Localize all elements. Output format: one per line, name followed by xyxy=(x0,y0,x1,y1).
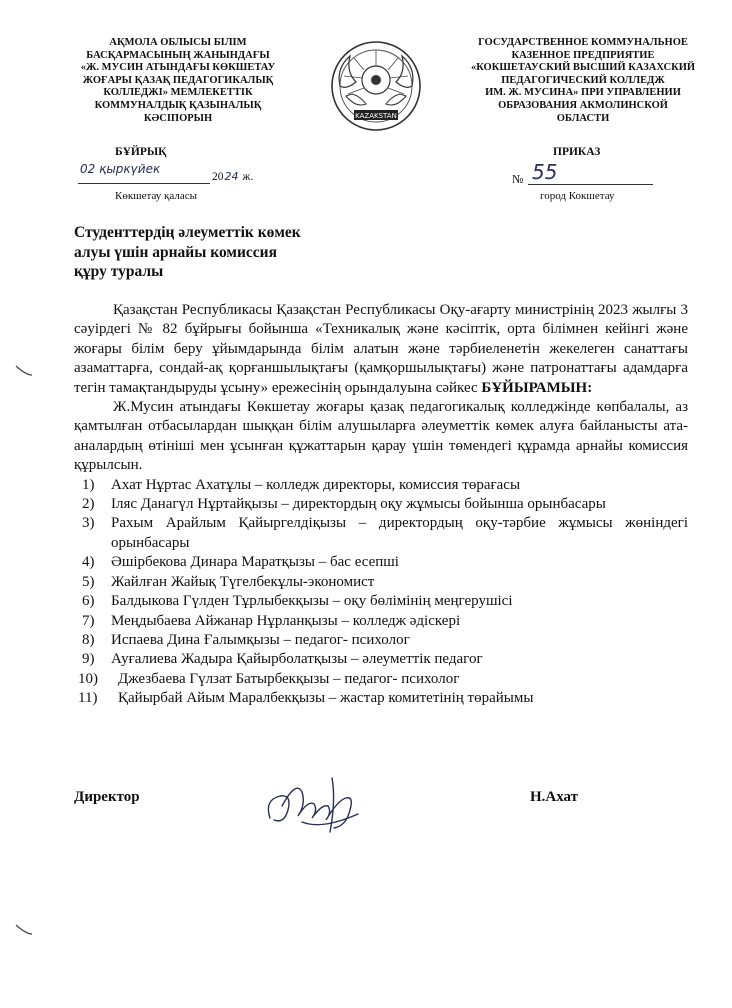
signatory-name: Н.Ахат xyxy=(530,789,579,805)
list-item-text: Балдыкова Гүлден Тұрлыбекқызы – оқу бөлімінің меңгерушісі xyxy=(111,593,513,610)
list-item xyxy=(74,514,688,553)
list-item-text: Ахат Нұртас Ахатұлы – колледж директоры, комиссия төрағасы xyxy=(111,476,521,493)
title-line: алуы үшін арнайы комиссия xyxy=(74,243,277,261)
order-number-handwritten: 55 xyxy=(532,160,558,184)
header-left-line: «Ж. МУСИН АТЫНДАҒЫ КӨКШЕТАУ xyxy=(80,62,276,74)
order-label-russian: ПРИКАЗ xyxy=(553,146,601,158)
header-left-line: БАСҚАРМАСЫНЫҢ ЖАНЫНДАҒЫ xyxy=(86,49,270,61)
header-right-line: ИМ. Ж. МУСИНА» ПРИ УПРАВЛЕНИИ xyxy=(485,87,681,99)
header-left-org-name xyxy=(62,37,294,125)
date-year xyxy=(212,170,253,183)
list-item xyxy=(74,670,688,689)
list-item-text: Джезбаева Гүлзат Батырбекқызы – педагог- психолог xyxy=(118,670,460,687)
list-item-number: 8) xyxy=(82,631,95,648)
title-line: Студенттердің әлеуметтік көмек xyxy=(74,224,301,241)
document-body xyxy=(74,301,688,709)
header-right-line: ГОСУДАРСТВЕННОЕ КОММУНАЛЬНОЕ xyxy=(478,37,688,48)
header-left-line: КОЛЛЕДЖІ» МЕМЛЕКЕТТІК xyxy=(103,87,253,99)
header-left-line: КОММУНАЛДЫҚ ҚАЗЫНАЛЫҚ xyxy=(94,99,262,111)
list-item-text: Ауғалиева Жадыра Қайырболатқызы – әлеуметтік педагог xyxy=(111,651,483,668)
list-item-number: 3) xyxy=(82,515,95,532)
document-title xyxy=(74,223,374,282)
list-item-number: 2) xyxy=(82,496,95,513)
commission-members-list xyxy=(74,476,688,709)
header-left-line: КӘСІПОРЫН xyxy=(143,112,213,124)
paragraph-basis xyxy=(74,301,688,398)
list-item-number: 11) xyxy=(78,690,98,707)
list-item-number: 6) xyxy=(82,593,95,610)
header-right-line: КАЗЕННОЕ ПРЕДПРИЯТИЕ xyxy=(511,49,655,61)
list-item-number: 7) xyxy=(82,612,95,629)
order-label-kazakh: БҰЙРЫҚ xyxy=(115,146,167,158)
list-item-number: 5) xyxy=(82,573,95,590)
signatory-role: Директор xyxy=(74,789,140,805)
scan-margin-mark-icon xyxy=(14,363,34,379)
scan-margin-mark-icon xyxy=(14,922,34,938)
year-suffix: ж. xyxy=(242,171,254,183)
title-line: құру туралы xyxy=(74,263,164,280)
header-right-line: ОБЛАСТИ xyxy=(556,112,610,124)
list-item xyxy=(74,689,688,708)
list-item xyxy=(74,553,688,572)
header-left-line: АҚМОЛА ОБЛЫСЫ БІЛІМ xyxy=(109,37,247,48)
header-right-line: ОБРАЗОВАНИЯ АКМОЛИНСКОЙ xyxy=(498,99,668,111)
list-item-number: 4) xyxy=(82,554,95,571)
year-handwritten: 24 xyxy=(224,170,239,183)
number-label: № xyxy=(512,172,524,186)
date-handwritten: 02 қыркүйек xyxy=(80,162,161,176)
paragraph-commission: Ж.Мусин атындағы Көкшетау жоғары қазақ педагогикалық колледжінде көпбалалы, аз қамтылған отбасылардан шыққан білім алушыларға әлеуметтік көмек алуға байланысты ата-аналардың өтініші мен ұсынған құжаттарын қарау үшін төмендегі құрамда арнайы комиссия құрылсын. xyxy=(74,399,688,474)
year-prefix: 20 xyxy=(212,171,224,183)
list-item-text: Меңдыбаева Айжанар Нұрланқызы – колледж әдіскері xyxy=(111,612,461,629)
list-item-text: Рахым Арайлым Қайыргелдіқызы – директордың оқу-тәрбие жұмысы жөніндегі орынбасары xyxy=(111,515,688,551)
paragraph-basis-text: Қазақстан Республикасы Қазақстан Республикасы Оқу-ағарту министрінің 2023 жылғы 3 сәуірдегі № 82 бұйрығы бойынша «Техникалық және кәсіптік, орта білімнен кейінгі және жоғары білім беру ұйымдарында білім алатын және тәрбиеленетін жекелеген санаттағы азаматтарға, сондай-ақ қорғаншылықтағы (қамқоршылықтағы) және патронаттағы адамдарға тегін тамақтандыруды ұсыну» ережесінің орындалуына сәйкес xyxy=(74,302,688,396)
list-item-text: Испаева Дина Ғалымқызы – педагог- психолог xyxy=(111,631,410,648)
list-item xyxy=(74,650,688,669)
list-item xyxy=(74,612,688,631)
list-item xyxy=(74,495,688,514)
list-item-number: 9) xyxy=(82,651,95,668)
header-right-org-name xyxy=(452,37,714,125)
list-item-text: Қайырбай Айым Маралбекқызы – жастар комитетінің төрайымы xyxy=(118,690,534,707)
list-item-number: 10) xyxy=(78,670,98,687)
list-item-number: 1) xyxy=(82,476,95,493)
list-item xyxy=(74,592,688,611)
state-emblem-icon xyxy=(326,38,426,133)
city-kazakh: Көкшетау қаласы xyxy=(115,190,198,202)
order-directive: БҰЙЫРАМЫН: xyxy=(481,379,593,396)
list-item xyxy=(74,631,688,650)
handwritten-signature-icon xyxy=(262,770,372,840)
emblem-text: KAZAKSTAN xyxy=(355,112,397,120)
city-russian: город Кокшетау xyxy=(540,190,615,202)
header-right-line: ПЕДАГОГИЧЕСКИЙ КОЛЛЕДЖ xyxy=(501,74,665,86)
header-left-line: ЖОҒАРЫ ҚАЗАҚ ПЕДАГОГИКАЛЫҚ xyxy=(82,74,274,86)
header-right-line: «КОКШЕТАУСКИЙ ВЫСШИЙ КАЗАХСКИЙ xyxy=(470,62,696,74)
list-item xyxy=(74,573,688,592)
list-item-text: Әшірбекова Динара Маратқызы – бас есепші xyxy=(111,554,399,571)
list-item xyxy=(74,476,688,495)
list-item-text: Жайлған Жайық Түгелбекұлы-экономист xyxy=(111,573,375,590)
list-item-text: Іляс Данагүл Нұртайқызы – директордың оқу жұмысы бойынша орынбасары xyxy=(111,496,606,513)
